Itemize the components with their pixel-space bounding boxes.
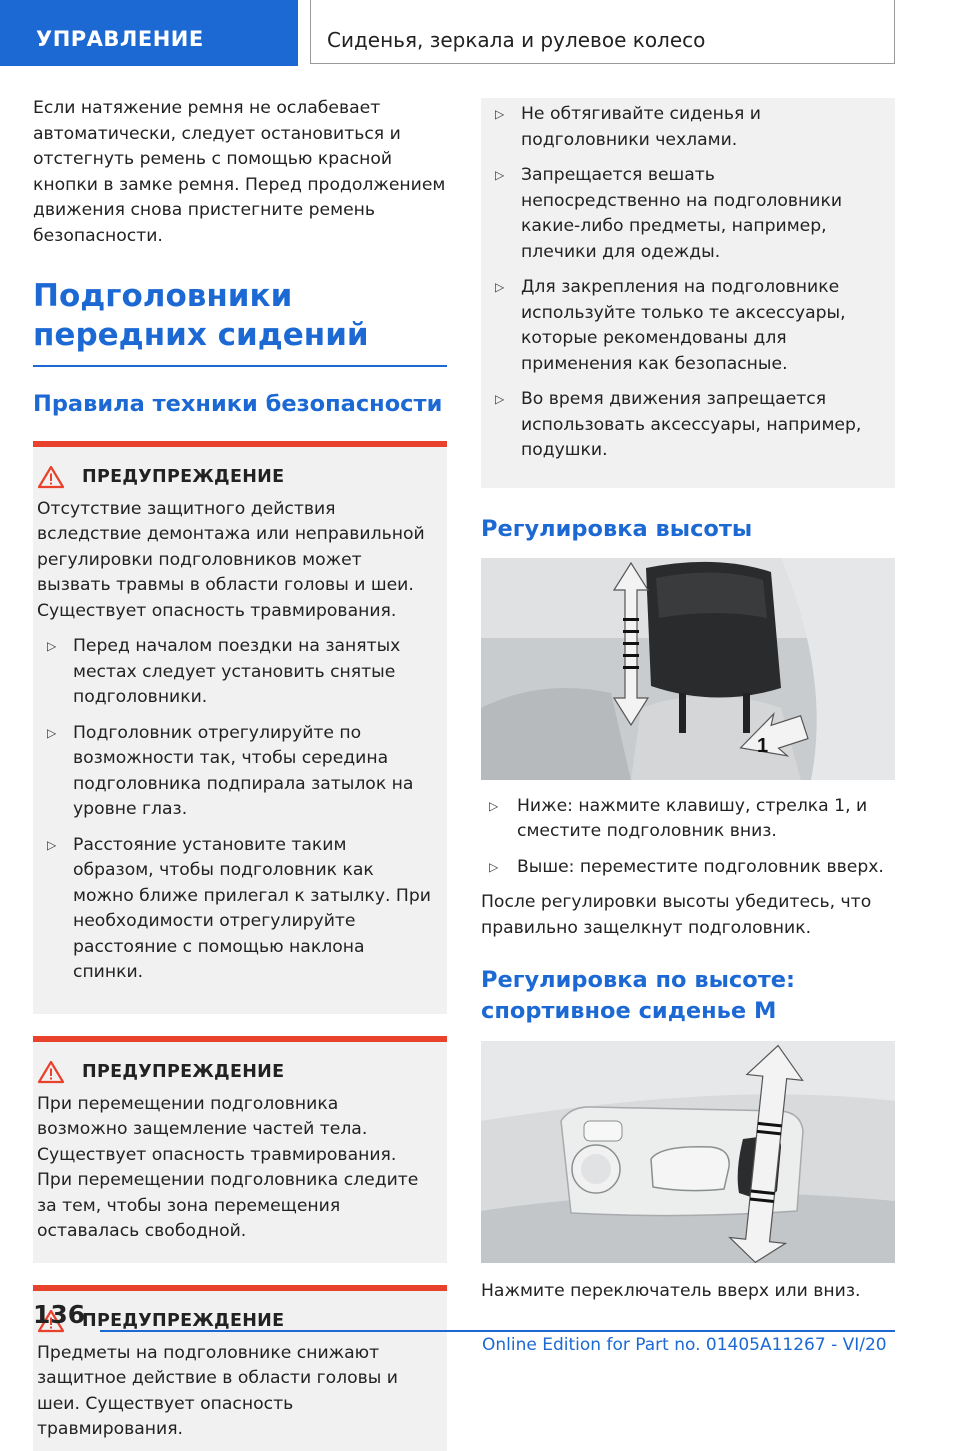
heading-rule — [33, 365, 447, 367]
sport-seat-caption: Нажмите переключатель вверх или вниз. — [481, 1281, 861, 1301]
intro-paragraph: Если натяжение ремня не ослабевает автоматически, следует остановиться и отстегнуть ремень с помощью красной кнопки в замке ремня. Перед продолжением движения снова пристегните ремень безопасности. — [33, 98, 446, 246]
left-column — [33, 96, 447, 1451]
headrest-illustration — [481, 558, 895, 780]
list-item: ▷ Запрещается вешать непосредственно на подголовники какие-либо предметы, например, плечики для одежды. — [481, 163, 879, 265]
warning-list — [33, 634, 431, 986]
list-item: ▷ Перед началом поездки на занятых местах следует установить снятые подголовники. — [33, 634, 431, 711]
section-tab: УПРАВЛЕНИЕ — [0, 0, 298, 66]
warning-title: ПРЕДУПРЕЖДЕНИЕ — [82, 1061, 285, 1082]
right-column — [481, 98, 895, 1305]
warning-text: При перемещении подголовника возможно защемление частей тела. Существует опасность травмирования. При перемещении подголовника следите за тем, чтобы зона перемещения оставалась свободной. — [37, 1093, 419, 1241]
warning-text: Предметы на подголовнике снижают защитное действие в области головы и шеи. Существует опасность травмирования. — [37, 1342, 398, 1439]
list-item: ▷ Во время движения запрещается использовать аксессуары, например, подушки. — [481, 387, 879, 464]
warning-triangle-icon — [37, 465, 65, 489]
sport-seat-illustration — [481, 1041, 895, 1263]
warning-continuation-box — [481, 98, 895, 488]
bullet-triangle-icon: ▷ — [495, 107, 505, 121]
page-number: 136 — [33, 1300, 86, 1329]
warning-box-1 — [33, 441, 447, 1014]
warning-triangle-icon — [37, 1060, 65, 1084]
arrow-label: 1 — [757, 734, 769, 757]
sport-seat-image — [481, 1041, 895, 1263]
list-item: ▷ Не обтягивайте сиденья и подголовники чехлами. — [481, 102, 879, 153]
warning-box-2 — [33, 1036, 447, 1263]
bullet-triangle-icon: ▷ — [47, 639, 57, 653]
bullet-triangle-icon: ▷ — [495, 168, 505, 182]
section-heading: Подголовники передних сидений — [33, 278, 369, 353]
bullet-triangle-icon: ▷ — [47, 837, 57, 852]
warning-text: Отсутствие защитного действия вследствие демонтажа или неправильной регулировки подголовников может вызвать травмы в области головы и шеи. Существует опасность травмирования. — [37, 498, 425, 621]
height-adjust-heading: Регулировка высоты — [481, 515, 753, 542]
warning-list — [481, 98, 879, 464]
chapter-title: Сиденья, зеркала и рулевое колесо — [310, 0, 895, 64]
edition-link[interactable]: Online Edition for Part no. 01405A11267 - VI/20 — [482, 1335, 887, 1355]
list-item: ▷ Расстояние установите таким образом, чтобы подголовник как можно ближе прилегал к затылку. При необходимости отрегулируйте расстояние с помощью наклона спинки. — [33, 833, 431, 986]
headrest-image — [481, 558, 895, 780]
footer-rule — [100, 1330, 895, 1332]
bullet-triangle-icon: ▷ — [47, 725, 57, 740]
warning-box-3 — [33, 1285, 447, 1451]
bullet-triangle-icon: ▷ — [489, 798, 499, 813]
warning-title: ПРЕДУПРЕЖДЕНИЕ — [82, 466, 285, 487]
list-item: ▷ Подголовник отрегулируйте по возможности так, чтобы середина подголовника подпирала затылок на уровне глаз. — [33, 721, 431, 823]
height-list — [481, 794, 895, 881]
bullet-triangle-icon: ▷ — [489, 859, 499, 874]
bullet-triangle-icon: ▷ — [495, 280, 505, 294]
safety-subheading: Правила техники безопасности — [33, 390, 443, 417]
list-item: ▷ Выше: переместите подголовник вверх. — [481, 855, 895, 881]
warning-title: ПРЕДУПРЕЖДЕНИЕ — [82, 1310, 285, 1331]
sport-seat-heading: Регулировка по высоте: спортивное сиденье M — [481, 967, 796, 1024]
list-item: ▷ Ниже: нажмите клавишу, стрелка 1, и сместите подголовник вниз. — [481, 794, 895, 845]
height-note: После регулировки высоты убедитесь, что правильно защелкнут подголовник. — [481, 892, 872, 938]
bullet-triangle-icon: ▷ — [495, 392, 505, 406]
list-item: ▷ Для закрепления на подголовнике используйте только те аксессуары, которые рекомендованы для применения как безопасные. — [481, 275, 879, 377]
